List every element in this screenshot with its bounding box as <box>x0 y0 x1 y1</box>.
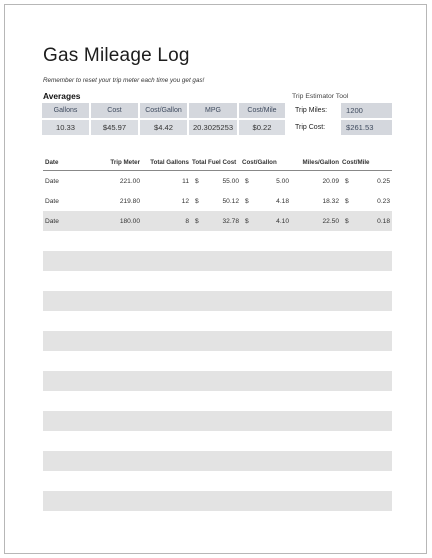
cell-total-fuel-cost[interactable] <box>191 178 241 185</box>
estimator-row-miles <box>292 103 392 118</box>
avg-header-cost-per-gallon: Cost/Gallon <box>140 103 187 118</box>
cell-cost-per-gallon[interactable] <box>241 178 291 185</box>
currency-sign: $ <box>245 177 249 185</box>
cell-value: 0.23 <box>377 197 390 205</box>
empty-table-row[interactable] <box>43 331 392 351</box>
log-header-row <box>43 155 392 171</box>
cell-date[interactable]: Date <box>45 197 59 205</box>
cell-cost-per-gallon[interactable] <box>241 218 291 225</box>
cell-value: 0.18 <box>377 217 390 225</box>
currency-sign: $ <box>245 197 249 205</box>
cell-cost-per-gallon[interactable] <box>241 198 291 205</box>
trip-cost-label: Trip Cost: <box>292 120 339 135</box>
cell-value: 4.18 <box>276 197 289 205</box>
currency-sign: $ <box>195 197 199 205</box>
avg-header-cost-per-mile: Cost/Mile <box>239 103 285 118</box>
cell-trip-meter[interactable]: 219.80 <box>119 197 140 205</box>
empty-table-row[interactable] <box>43 491 392 511</box>
empty-table-row[interactable] <box>43 351 392 371</box>
avg-value-mpg[interactable]: 20.3025253 <box>189 120 237 135</box>
col-header-trip-meter: Trip Meter <box>110 159 140 166</box>
reset-reminder: Remember to reset your trip meter each time you get gas! <box>43 77 205 84</box>
empty-table-row[interactable] <box>43 411 392 431</box>
avg-header-gallons: Gallons <box>42 103 89 118</box>
cell-miles-per-gallon[interactable]: 18.32 <box>322 197 339 205</box>
cell-trip-meter[interactable]: 180.00 <box>119 217 140 225</box>
trip-cost-value[interactable]: $261.53 <box>341 120 392 135</box>
averages-heading: Averages <box>43 91 81 101</box>
cell-cost-per-mile[interactable] <box>341 218 392 225</box>
empty-table-row[interactable] <box>43 231 392 251</box>
empty-table-row[interactable] <box>43 271 392 291</box>
col-header-total-fuel-cost: Total Fuel Cost <box>192 159 237 166</box>
avg-value-cost-per-gallon[interactable]: $4.42 <box>140 120 187 135</box>
cell-miles-per-gallon[interactable]: 20.09 <box>322 177 339 185</box>
log-sheet <box>4 4 427 554</box>
col-header-date: Date <box>45 159 59 166</box>
cell-value: 0.25 <box>377 177 390 185</box>
empty-table-row[interactable] <box>43 371 392 391</box>
empty-table-row[interactable] <box>43 431 392 451</box>
empty-table-row[interactable] <box>43 451 392 471</box>
currency-sign: $ <box>345 197 349 205</box>
page-title: Gas Mileage Log <box>43 45 190 66</box>
empty-rows <box>43 231 392 511</box>
avg-value-cost[interactable]: $45.97 <box>91 120 138 135</box>
cell-value: 50.12 <box>222 197 239 205</box>
cell-date[interactable]: Date <box>45 177 59 185</box>
table-row[interactable] <box>43 191 392 211</box>
cell-cost-per-mile[interactable] <box>341 198 392 205</box>
cell-trip-meter[interactable]: 221.00 <box>119 177 140 185</box>
averages-header-row <box>42 103 290 118</box>
empty-table-row[interactable] <box>43 391 392 411</box>
avg-value-cost-per-mile[interactable]: $0.22 <box>239 120 285 135</box>
trip-miles-label: Trip Miles: <box>292 103 339 118</box>
currency-sign: $ <box>245 217 249 225</box>
currency-sign: $ <box>195 177 199 185</box>
estimator-heading: Trip Estimator Tool <box>292 93 349 100</box>
col-header-cost-per-gallon: Cost/Gallon <box>242 159 277 166</box>
cell-total-fuel-cost[interactable] <box>191 218 241 225</box>
table-row[interactable] <box>43 211 392 231</box>
avg-header-cost: Cost <box>91 103 138 118</box>
cell-value: 4.10 <box>276 217 289 225</box>
cell-total-gallons[interactable]: 12 <box>181 197 189 205</box>
cell-total-fuel-cost[interactable] <box>191 198 241 205</box>
trip-estimator <box>292 103 392 137</box>
averages-value-row <box>42 120 290 135</box>
cell-total-gallons[interactable]: 8 <box>185 217 189 225</box>
currency-sign: $ <box>195 217 199 225</box>
empty-table-row[interactable] <box>43 311 392 331</box>
cell-cost-per-mile[interactable] <box>341 178 392 185</box>
table-row[interactable] <box>43 171 392 191</box>
estimator-row-cost <box>292 120 392 135</box>
trip-miles-input[interactable]: 1200 <box>341 103 392 118</box>
averages-table <box>42 103 290 137</box>
col-header-cost-per-mile: Cost/Mile <box>342 159 370 166</box>
cell-value: 32.78 <box>222 217 239 225</box>
cell-miles-per-gallon[interactable]: 22.50 <box>322 217 339 225</box>
cell-value: 55.00 <box>222 177 239 185</box>
empty-table-row[interactable] <box>43 251 392 271</box>
empty-table-row[interactable] <box>43 291 392 311</box>
cell-value: 5.00 <box>276 177 289 185</box>
empty-table-row[interactable] <box>43 471 392 491</box>
currency-sign: $ <box>345 217 349 225</box>
col-header-total-gallons: Total Gallons <box>150 159 189 166</box>
mileage-log-table <box>43 155 392 511</box>
col-header-miles-per-gallon: Miles/Gallon <box>302 159 339 166</box>
cell-date[interactable]: Date <box>45 217 59 225</box>
cell-total-gallons[interactable]: 11 <box>182 177 189 185</box>
currency-sign: $ <box>345 177 349 185</box>
avg-header-mpg: MPG <box>189 103 237 118</box>
avg-value-gallons[interactable]: 10.33 <box>42 120 89 135</box>
